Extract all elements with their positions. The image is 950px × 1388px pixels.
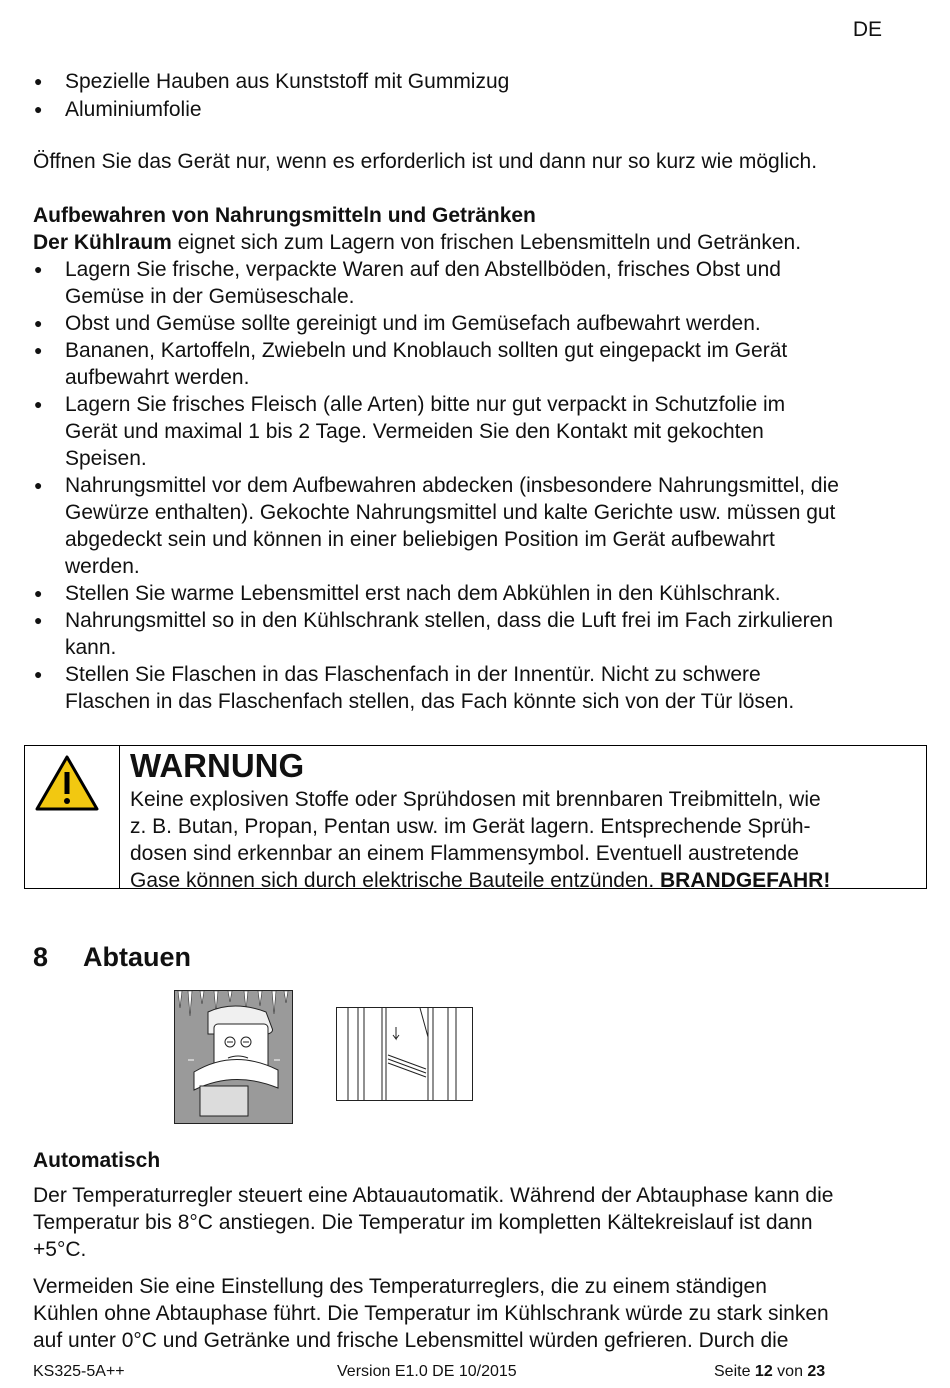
bullet-marker: ● xyxy=(34,73,43,89)
bullet-marker: ● xyxy=(34,396,43,412)
list-item-line: Obst und Gemüse sollte gereinigt und im Gemüsefach aufbewahrt werden. xyxy=(65,312,761,335)
paragraph-line: Der Temperaturregler steuert eine Abtauautomatik. Während der Abtauphase kann die xyxy=(33,1184,834,1207)
list-item: Aluminiumfolie xyxy=(65,98,202,121)
footer-version: Version E1.0 DE 10/2015 xyxy=(337,1363,517,1380)
bullet-marker: ● xyxy=(34,585,43,601)
paragraph-line: Vermeiden Sie eine Einstellung des Temperaturreglers, die zu einem ständigen xyxy=(33,1275,767,1298)
list-item: Spezielle Hauben aus Kunststoff mit Gummizug xyxy=(65,70,510,93)
storage-intro-rest: eignet sich zum Lagern von frischen Lebensmitteln und Getränken. xyxy=(171,231,802,254)
paragraph-line: +5°C. xyxy=(33,1238,87,1261)
open-note: Öffnen Sie das Gerät nur, wenn es erforderlich ist und dann nur so kurz wie möglich. xyxy=(33,150,818,173)
warning-triangle-icon xyxy=(35,754,99,812)
warning-divider xyxy=(119,746,120,888)
list-item-line: abgedeckt sein und können in einer beliebigen Position im Gerät aufbewahrt xyxy=(65,528,775,551)
list-item-line: werden. xyxy=(65,555,140,578)
bullet-marker: ● xyxy=(34,477,43,493)
footer-page-mid: von xyxy=(772,1363,808,1380)
frozen-fridge-illustration xyxy=(174,990,293,1124)
footer-page xyxy=(714,1363,825,1381)
footer-page-number: 12 xyxy=(754,1363,773,1380)
list-item-line: Lagern Sie frische, verpackte Waren auf den Abstellböden, frisches Obst und xyxy=(65,258,781,281)
list-item-line: Gemüse in der Gemüseschale. xyxy=(65,285,355,308)
warning-line: dosen sind erkennbar an einem Flammensymbol. Eventuell austretende xyxy=(130,842,799,865)
bullet-marker: ● xyxy=(34,342,43,358)
warning-line xyxy=(130,867,830,894)
list-item-line: Speisen. xyxy=(65,447,147,470)
warning-box xyxy=(24,745,927,892)
paragraph-line: auf unter 0°C und Getränke und frische Lebensmittel würden gefrieren. Durch die xyxy=(33,1329,789,1352)
footer-model: KS325-5A++ xyxy=(33,1363,125,1380)
list-item-line: Gewürze enthalten). Gekochte Nahrungsmittel und kalte Gerichte usw. müssen gut xyxy=(65,501,836,524)
list-item-line: kann. xyxy=(65,636,117,659)
bullet-marker: ● xyxy=(34,315,43,331)
list-item-line: Nahrungsmittel vor dem Aufbewahren abdecken (insbesondere Nahrungsmittel, die xyxy=(65,474,839,497)
list-item-line: Gerät und maximal 1 bis 2 Tage. Vermeiden Sie den Kontakt mit gekochten xyxy=(65,420,764,443)
warning-title: WARNUNG xyxy=(130,747,305,784)
footer-page-prefix: Seite xyxy=(714,1363,755,1380)
list-item-line: Lagern Sie frisches Fleisch (alle Arten) bitte nur gut verpackt in Schutzfolie im xyxy=(65,393,786,416)
storage-intro xyxy=(33,229,801,256)
bullet-marker: ● xyxy=(34,612,43,628)
warning-line: z. B. Butan, Propan, Pentan usw. im Gerät lagern. Entsprechende Sprüh- xyxy=(130,815,811,838)
automatic-heading: Automatisch xyxy=(33,1149,161,1172)
bullet-marker: ● xyxy=(34,666,43,682)
bullet-marker: ● xyxy=(34,101,43,117)
paragraph-line: Temperatur bis 8°C anstiegen. Die Temperatur im kompletten Kältekreislauf ist dann xyxy=(33,1211,813,1234)
list-item-line: Nahrungsmittel so in den Kühlschrank stellen, dass die Luft frei im Fach zirkulieren xyxy=(65,609,834,632)
warning-emphasis: BRANDGEFAHR! xyxy=(660,869,831,892)
list-item-line: Stellen Sie Flaschen in das Flaschenfach in der Innentür. Nicht zu schwere xyxy=(65,663,761,686)
storage-intro-bold: Der Kühlraum xyxy=(33,231,172,254)
list-item-line: Bananen, Kartoffeln, Zwiebeln und Knoblauch sollten gut eingepackt im Gerät xyxy=(65,339,788,362)
paragraph-line: Kühlen ohne Abtauphase führt. Die Temperatur im Kühlschrank würde zu stark sinken xyxy=(33,1302,829,1325)
footer-page-total: 23 xyxy=(807,1363,826,1380)
list-item-line: Stellen Sie warme Lebensmittel erst nach dem Abkühlen in den Kühlschrank. xyxy=(65,582,781,605)
storage-heading: Aufbewahren von Nahrungsmitteln und Getränken xyxy=(33,204,536,227)
section-title: Abtauen xyxy=(83,942,191,972)
list-item-line: Flaschen in das Flaschenfach stellen, das Fach könnte sich von der Tür lösen. xyxy=(65,690,795,713)
fridge-interior-illustration xyxy=(336,1007,473,1101)
warning-line-text: Gase können sich durch elektrische Bauteile entzünden. xyxy=(130,869,660,892)
warning-line: Keine explosiven Stoffe oder Sprühdosen mit brennbaren Treibmitteln, wie xyxy=(130,788,821,811)
bullet-marker: ● xyxy=(34,261,43,277)
section-number: 8 xyxy=(33,942,49,972)
page-language: DE xyxy=(852,18,882,41)
list-item-line: aufbewahrt werden. xyxy=(65,366,250,389)
